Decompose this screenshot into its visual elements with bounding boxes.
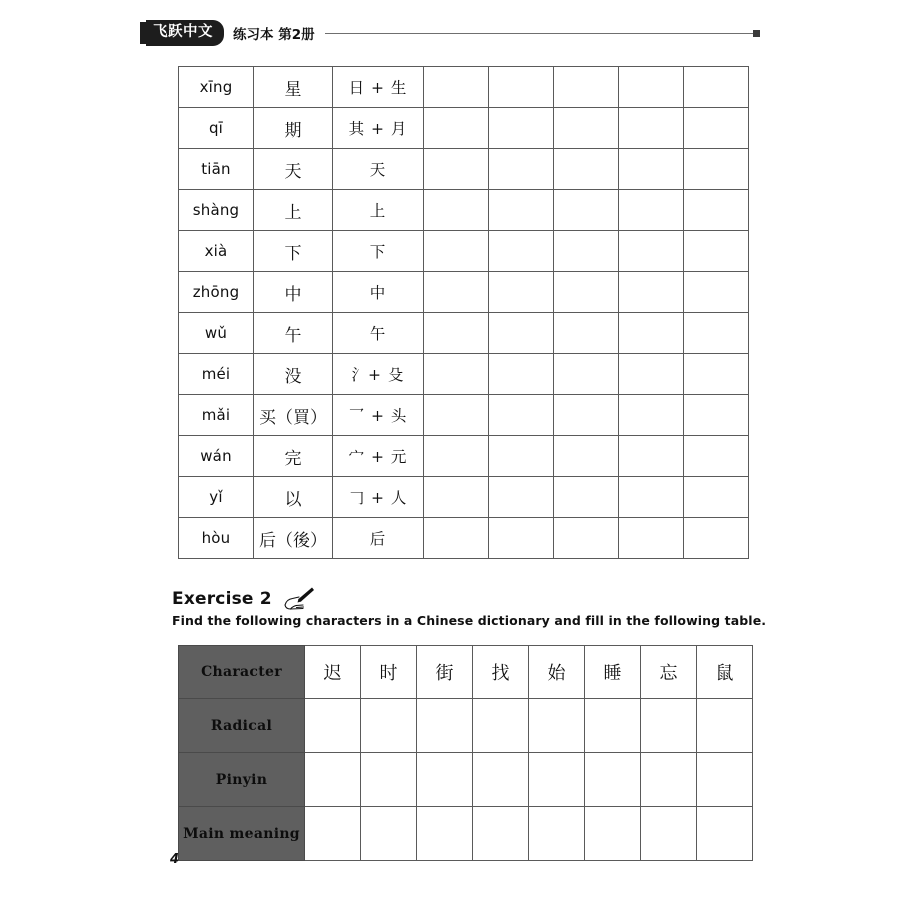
cell-practice-blank[interactable]: [489, 108, 554, 149]
cell-practice-blank[interactable]: [554, 67, 619, 108]
cell-practice-blank[interactable]: [554, 149, 619, 190]
cell-practice-blank[interactable]: [554, 354, 619, 395]
cell-practice-blank[interactable]: [619, 149, 684, 190]
header-rule: [325, 33, 753, 34]
hanzi-text: 中: [284, 284, 302, 305]
cell-character: [641, 646, 697, 699]
pinyin-text: hòu: [201, 528, 231, 547]
cell-practice-blank[interactable]: [554, 518, 619, 559]
cell-practice-blank[interactable]: [554, 272, 619, 313]
cell-character: [254, 518, 333, 559]
cell-practice-blank[interactable]: [424, 354, 489, 395]
cell-practice-blank[interactable]: [489, 395, 554, 436]
cell-pinyin-blank[interactable]: [305, 753, 361, 807]
cell-radical-blank[interactable]: [417, 699, 473, 753]
cell-practice-blank[interactable]: [424, 518, 489, 559]
cell-practice-blank[interactable]: [424, 272, 489, 313]
hanzi-text: 星: [284, 79, 302, 100]
table-row-pinyin: [179, 753, 753, 807]
cell-pinyin: [179, 518, 254, 559]
cell-practice-blank[interactable]: [489, 190, 554, 231]
header-title: 练习本 第2册: [233, 27, 315, 43]
cell-practice-blank[interactable]: [619, 395, 684, 436]
components-text: 下: [369, 243, 387, 261]
cell-components: [333, 190, 424, 231]
cell-practice-blank[interactable]: [424, 190, 489, 231]
cell-components: [333, 108, 424, 149]
pinyin-text: xià: [204, 241, 228, 260]
cell-practice-blank[interactable]: [424, 108, 489, 149]
cell-practice-blank[interactable]: [619, 354, 684, 395]
cell-meaning-blank[interactable]: [585, 807, 641, 861]
cell-meaning-blank[interactable]: [305, 807, 361, 861]
components-text: 氵+ 殳: [351, 366, 405, 384]
cell-character: [254, 67, 333, 108]
cell-practice-blank[interactable]: [684, 67, 749, 108]
cell-practice-blank[interactable]: [684, 395, 749, 436]
cell-pinyin-blank[interactable]: [361, 753, 417, 807]
cell-components: [333, 67, 424, 108]
brand-badge: 飞跃中文: [146, 20, 224, 45]
cell-pinyin: [179, 67, 254, 108]
cell-meaning-blank[interactable]: [361, 807, 417, 861]
cell-practice-blank[interactable]: [684, 436, 749, 477]
cell-practice-blank[interactable]: [554, 190, 619, 231]
table-row-main-meaning: [179, 807, 753, 861]
cell-pinyin-blank[interactable]: [697, 753, 753, 807]
cell-radical-blank[interactable]: [585, 699, 641, 753]
cell-meaning-blank[interactable]: [697, 807, 753, 861]
row-label-character: Character: [179, 646, 305, 699]
table-row: [179, 67, 749, 108]
components-text: 天: [369, 161, 387, 179]
cell-pinyin: [179, 108, 254, 149]
cell-components: [333, 231, 424, 272]
cell-components: [333, 436, 424, 477]
cell-practice-blank[interactable]: [489, 518, 554, 559]
cell-practice-blank[interactable]: [619, 518, 684, 559]
cell-character: [473, 646, 529, 699]
cell-character: [254, 395, 333, 436]
components-text: 宀 + 元: [348, 448, 408, 466]
cell-components: [333, 395, 424, 436]
cell-practice-blank[interactable]: [424, 231, 489, 272]
cell-pinyin: [179, 190, 254, 231]
cell-pinyin: [179, 231, 254, 272]
hanzi-text: 买（買）: [259, 407, 327, 428]
cell-pinyin-blank[interactable]: [585, 753, 641, 807]
hanzi-text: 街: [435, 663, 454, 684]
hanzi-text: 找: [491, 663, 510, 684]
cell-character: [254, 231, 333, 272]
cell-radical-blank[interactable]: [641, 699, 697, 753]
pinyin-text: wán: [200, 446, 232, 465]
components-text: 中: [369, 284, 387, 302]
cell-practice-blank[interactable]: [489, 149, 554, 190]
cell-pinyin: [179, 395, 254, 436]
running-header: [140, 18, 760, 48]
hanzi-text: 期: [284, 120, 302, 141]
cell-practice-blank[interactable]: [554, 477, 619, 518]
hanzi-text: 时: [379, 663, 398, 684]
pinyin-text: zhōng: [192, 282, 240, 301]
cell-character: [254, 354, 333, 395]
hanzi-text: 下: [284, 243, 302, 264]
hanzi-text: 午: [284, 325, 302, 346]
cell-practice-blank[interactable]: [489, 313, 554, 354]
cell-radical-blank[interactable]: [473, 699, 529, 753]
page-number: 4: [170, 852, 180, 867]
cell-practice-blank[interactable]: [489, 231, 554, 272]
cell-practice-blank[interactable]: [619, 313, 684, 354]
cell-practice-blank[interactable]: [684, 518, 749, 559]
cell-practice-blank[interactable]: [619, 436, 684, 477]
cell-components: [333, 272, 424, 313]
dictionary-table-body: [179, 646, 753, 861]
cell-practice-blank[interactable]: [489, 67, 554, 108]
components-text: 日 + 生: [348, 79, 408, 97]
header-end-dot-icon: [753, 30, 760, 37]
table-row: [179, 190, 749, 231]
cell-practice-blank[interactable]: [424, 149, 489, 190]
cell-practice-blank[interactable]: [619, 67, 684, 108]
cell-character: [254, 108, 333, 149]
table-row: [179, 272, 749, 313]
cell-practice-blank[interactable]: [684, 477, 749, 518]
hanzi-text: 没: [284, 366, 302, 387]
cell-components: [333, 354, 424, 395]
cell-pinyin: [179, 477, 254, 518]
cell-practice-blank[interactable]: [554, 231, 619, 272]
cell-practice-blank[interactable]: [619, 190, 684, 231]
components-text: 𠃌 + 人: [348, 489, 408, 507]
cell-character: [697, 646, 753, 699]
table-row: [179, 436, 749, 477]
cell-practice-blank[interactable]: [619, 477, 684, 518]
cell-pinyin: [179, 149, 254, 190]
cell-character: [254, 272, 333, 313]
cell-pinyin: [179, 436, 254, 477]
cell-pinyin-blank[interactable]: [473, 753, 529, 807]
cell-components: [333, 518, 424, 559]
hanzi-text: 天: [284, 161, 302, 182]
cell-meaning-blank[interactable]: [473, 807, 529, 861]
pinyin-text: tiān: [201, 159, 231, 178]
cell-pinyin-blank[interactable]: [417, 753, 473, 807]
cell-practice-blank[interactable]: [424, 436, 489, 477]
cell-character: [254, 190, 333, 231]
cell-meaning-blank[interactable]: [417, 807, 473, 861]
cell-practice-blank[interactable]: [619, 108, 684, 149]
hanzi-text: 睡: [603, 663, 622, 684]
cell-practice-blank[interactable]: [424, 477, 489, 518]
cell-character: [254, 436, 333, 477]
pinyin-text: shàng: [192, 200, 240, 219]
cell-practice-blank[interactable]: [554, 436, 619, 477]
row-label-radical: Radical: [179, 699, 305, 753]
table-row: [179, 518, 749, 559]
cell-pinyin: [179, 272, 254, 313]
cell-practice-blank[interactable]: [554, 313, 619, 354]
hanzi-text: 迟: [323, 663, 342, 684]
table-row: [179, 149, 749, 190]
table-row-character: [179, 646, 753, 699]
table-row: [179, 395, 749, 436]
cell-practice-blank[interactable]: [424, 313, 489, 354]
cell-character: [254, 477, 333, 518]
cell-character: [254, 313, 333, 354]
row-label-main-meaning: Main meaning: [179, 807, 305, 861]
hanzi-text: 完: [284, 448, 302, 469]
components-text: 午: [369, 325, 387, 343]
cell-components: [333, 477, 424, 518]
cell-practice-blank[interactable]: [619, 272, 684, 313]
pinyin-text: mǎi: [201, 405, 231, 424]
pinyin-text: xīng: [199, 77, 233, 96]
table-row: [179, 108, 749, 149]
pinyin-text: méi: [201, 364, 231, 383]
hanzi-text: 忘: [659, 663, 678, 684]
components-text: 后: [369, 530, 387, 548]
cell-components: [333, 313, 424, 354]
components-text: 上: [369, 202, 387, 220]
cell-character: [305, 646, 361, 699]
cell-radical-blank[interactable]: [361, 699, 417, 753]
exercise-instruction: Find the following characters in a Chinese dictionary and fill in the following table.: [172, 613, 767, 628]
components-text: 其 + 月: [348, 120, 408, 138]
cell-pinyin-blank[interactable]: [641, 753, 697, 807]
cell-practice-blank[interactable]: [554, 108, 619, 149]
cell-meaning-blank[interactable]: [641, 807, 697, 861]
cell-character: [585, 646, 641, 699]
cell-practice-blank[interactable]: [424, 67, 489, 108]
cell-practice-blank[interactable]: [684, 108, 749, 149]
hanzi-text: 始: [547, 663, 566, 684]
cell-practice-blank[interactable]: [684, 190, 749, 231]
cell-character: [254, 149, 333, 190]
practice-table-body: [179, 67, 749, 559]
cell-radical-blank[interactable]: [697, 699, 753, 753]
cell-practice-blank[interactable]: [489, 436, 554, 477]
table-row: [179, 313, 749, 354]
cell-pinyin: [179, 313, 254, 354]
cell-pinyin: [179, 354, 254, 395]
table-row: [179, 354, 749, 395]
cell-practice-blank[interactable]: [489, 354, 554, 395]
cell-practice-blank[interactable]: [684, 354, 749, 395]
cell-practice-blank[interactable]: [684, 272, 749, 313]
cell-character: [529, 646, 585, 699]
exercise-title: Exercise 2: [172, 589, 272, 609]
dictionary-table: [178, 645, 753, 861]
exercise-heading: [172, 586, 315, 612]
cell-character: [361, 646, 417, 699]
cell-character: [417, 646, 473, 699]
pinyin-text: yǐ: [209, 487, 223, 506]
row-label-pinyin: Pinyin: [179, 753, 305, 807]
cell-meaning-blank[interactable]: [529, 807, 585, 861]
cell-practice-blank[interactable]: [684, 231, 749, 272]
components-text: 乛 + 头: [348, 407, 408, 425]
character-practice-table: [178, 66, 749, 559]
hanzi-text: 以: [284, 489, 302, 510]
table-row: [179, 477, 749, 518]
cell-components: [333, 149, 424, 190]
pinyin-text: wǔ: [204, 323, 228, 342]
table-row-radical: [179, 699, 753, 753]
hanzi-text: 上: [284, 202, 302, 223]
pinyin-text: qī: [208, 118, 224, 137]
cell-practice-blank[interactable]: [489, 477, 554, 518]
table-row: [179, 231, 749, 272]
cell-pinyin-blank[interactable]: [529, 753, 585, 807]
writing-hand-pencil-icon: [281, 586, 315, 612]
cell-radical-blank[interactable]: [529, 699, 585, 753]
cell-practice-blank[interactable]: [684, 313, 749, 354]
cell-practice-blank[interactable]: [424, 395, 489, 436]
cell-practice-blank[interactable]: [619, 231, 684, 272]
cell-practice-blank[interactable]: [489, 272, 554, 313]
cell-practice-blank[interactable]: [554, 395, 619, 436]
cell-practice-blank[interactable]: [684, 149, 749, 190]
cell-radical-blank[interactable]: [305, 699, 361, 753]
hanzi-text: 鼠: [715, 663, 734, 684]
hanzi-text: 后（後）: [259, 530, 327, 551]
